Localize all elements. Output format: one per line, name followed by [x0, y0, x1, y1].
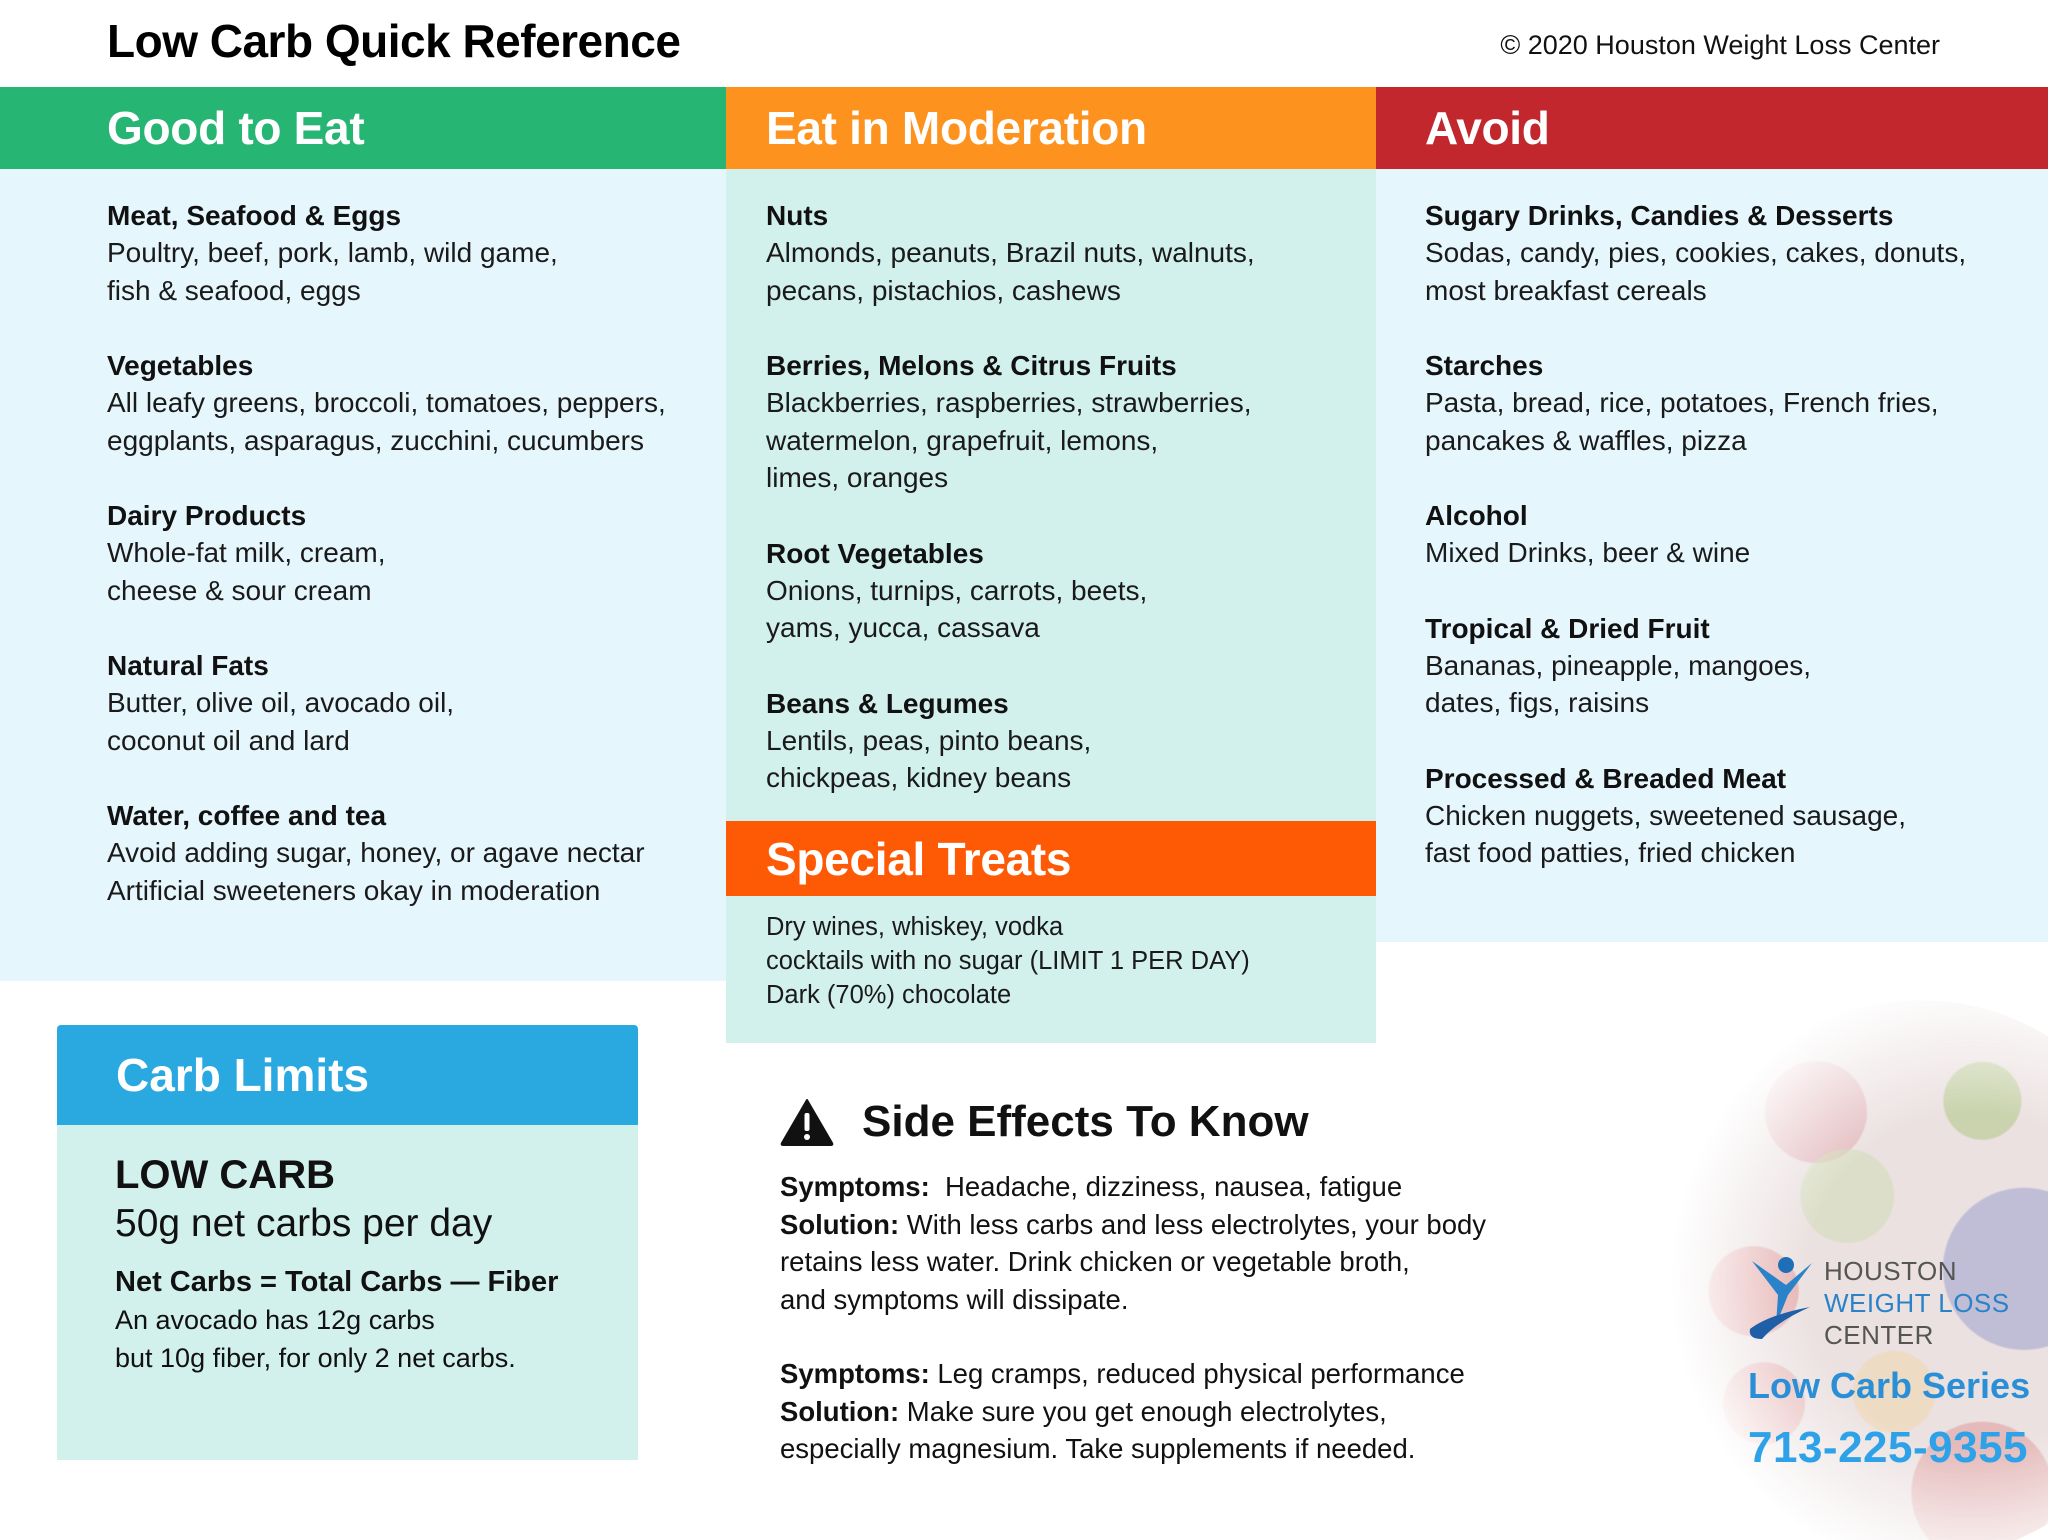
food-group — [107, 797, 726, 909]
food-group-line: Onions, turnips, carrots, beets, — [766, 574, 1148, 606]
column-header-good: Good to Eat — [0, 87, 726, 169]
column-eat-in-moderation — [726, 87, 1376, 821]
symptoms-label: Symptoms: — [780, 1171, 930, 1202]
food-group — [766, 197, 1376, 309]
symptoms-line — [780, 1168, 1540, 1206]
logo-line-center: CENTER — [1824, 1320, 1934, 1350]
symptoms-text: Headache, dizziness, nausea, fatigue — [945, 1171, 1403, 1202]
carb-amount: 50g net carbs per day — [115, 1202, 493, 1245]
solution-line: and symptoms will dissipate. — [780, 1283, 1129, 1315]
solution-line — [780, 1393, 1540, 1431]
solution-text: With less carbs and less electrolytes, your body — [906, 1208, 1487, 1240]
food-group-title: Natural Fats — [107, 650, 269, 681]
food-group-line: limes, oranges — [766, 462, 949, 493]
food-group-title: Processed & Breaded Meat — [1425, 762, 1787, 794]
food-group-line: pecans, pistachios, cashews — [766, 274, 1121, 306]
food-group-line: pancakes & waffles, pizza — [1425, 424, 1747, 456]
page-title: Low Carb Quick Reference — [107, 15, 681, 67]
food-group-title: Dairy Products — [107, 500, 307, 531]
food-group-line: Chicken nuggets, sweetened sausage, — [1425, 799, 1906, 831]
special-treat-line: cocktails with no sugar (LIMIT 1 PER DAY) — [766, 947, 1250, 975]
logo-text — [1824, 1255, 2010, 1351]
food-group-line: watermelon, grapefruit, lemons, — [766, 424, 1159, 456]
solution-label: Solution: — [780, 1208, 900, 1240]
column-header-avoid: Avoid — [1376, 87, 2048, 169]
food-group-line: Mixed Drinks, beer & wine — [1425, 537, 1751, 568]
net-carbs-formula: Net Carbs = Total Carbs — Fiber — [115, 1266, 559, 1298]
food-group — [107, 197, 726, 309]
food-group-title: Nuts — [766, 200, 829, 231]
food-group-title: Meat, Seafood & Eggs — [107, 200, 402, 231]
special-treats-header: Special Treats — [726, 821, 1376, 896]
solution-line — [780, 1206, 1540, 1244]
food-group-line: Blackberries, raspberries, strawberries, — [766, 387, 1252, 418]
carb-limits-body — [57, 1125, 638, 1377]
food-group-line: chickpeas, kidney beans — [766, 762, 1072, 793]
food-group-line: Avoid adding sugar, honey, or agave nectar — [107, 837, 645, 868]
food-group-line: Butter, olive oil, avocado oil, — [107, 687, 455, 718]
side-effects-section — [780, 1090, 1540, 1468]
special-treat-line: Dark (70%) chocolate — [766, 981, 1012, 1009]
food-group-title: Root Vegetables — [766, 537, 984, 569]
column-good-to-eat — [0, 87, 726, 981]
food-group — [1425, 197, 2048, 309]
copyright: © 2020 Houston Weight Loss Center — [1500, 30, 1940, 60]
food-group-line: Bananas, pineapple, mangoes, — [1425, 649, 1812, 681]
food-group — [107, 347, 726, 459]
phone-number[interactable]: 713-225-9355 — [1748, 1423, 2029, 1472]
food-group-line: Artificial sweeteners okay in moderation — [107, 874, 601, 906]
side-effect-entry — [780, 1355, 1540, 1468]
food-group-line: Poultry, beef, pork, lamb, wild game, — [107, 237, 558, 268]
series-label: Low Carb Series — [1748, 1365, 2031, 1406]
food-group-line: Pasta, bread, rice, potatoes, French fries, — [1425, 387, 1939, 418]
food-group-title: Sugary Drinks, Candies & Desserts — [1425, 200, 1894, 231]
carb-limits-box — [57, 1025, 638, 1460]
food-group — [1425, 610, 2048, 722]
carb-limits-header: Carb Limits — [57, 1025, 638, 1125]
food-group — [1425, 347, 2048, 459]
food-group-line: coconut oil and lard — [107, 724, 350, 756]
food-group — [1425, 497, 2048, 572]
special-treats-body — [726, 896, 1376, 1043]
solution-label: Solution: — [780, 1395, 900, 1427]
food-group-line: yams, yucca, cassava — [766, 612, 1040, 643]
food-group-line: fast food patties, fried chicken — [1425, 837, 1796, 868]
carb-level: LOW CARB — [115, 1153, 335, 1197]
food-group-line: Sodas, candy, pies, cookies, cakes, donuts, — [1425, 237, 1967, 268]
carb-example-line: but 10g fiber, for only 2 net carbs. — [115, 1343, 516, 1373]
logo-line-weight-loss: WEIGHT LOSS — [1824, 1288, 2010, 1318]
food-group-title: Beans & Legumes — [766, 687, 1009, 719]
side-effects-heading — [780, 1090, 1540, 1154]
brand-block — [1620, 1000, 2048, 1540]
solution-line: especially magnesium. Take supplements if needed. — [780, 1433, 1416, 1464]
food-group — [766, 347, 1376, 497]
food-group — [766, 535, 1376, 647]
food-group — [1425, 760, 2048, 872]
column-body-good — [0, 169, 726, 981]
column-avoid — [1376, 87, 2048, 942]
person-logo-icon — [1748, 1255, 1814, 1341]
food-group-title: Berries, Melons & Citrus Fruits — [766, 350, 1177, 381]
logo-line-houston: HOUSTON — [1824, 1256, 1958, 1286]
column-body-avoid — [1376, 169, 2048, 942]
food-group-line: eggplants, asparagus, zucchini, cucumbers — [107, 424, 644, 456]
column-header-moderation: Eat in Moderation — [726, 87, 1376, 169]
carb-example-line: An avocado has 12g carbs — [115, 1305, 435, 1335]
food-group-line: cheese & sour cream — [107, 574, 372, 606]
column-body-moderation — [726, 169, 1376, 821]
food-group-line: dates, figs, raisins — [1425, 687, 1650, 718]
food-group-line: most breakfast cereals — [1425, 274, 1707, 306]
symptoms-line — [780, 1355, 1540, 1393]
food-group — [766, 685, 1376, 797]
food-group-title: Tropical & Dried Fruit — [1425, 612, 1710, 644]
side-effects-title: Side Effects To Know — [862, 1097, 1309, 1146]
food-group-title: Starches — [1425, 350, 1544, 381]
food-group — [107, 647, 726, 759]
symptoms-label: Symptoms: — [780, 1358, 930, 1389]
solution-text: Make sure you get enough electrolytes, — [906, 1395, 1387, 1427]
side-effect-entry — [780, 1168, 1540, 1318]
symptoms-text: Leg cramps, reduced physical performance — [937, 1358, 1465, 1389]
food-group-title: Alcohol — [1425, 500, 1528, 531]
food-group — [107, 497, 726, 609]
food-group-line: Whole-fat milk, cream, — [107, 537, 386, 568]
company-logo — [1748, 1255, 2010, 1351]
food-group-line: Lentils, peas, pinto beans, — [766, 724, 1092, 756]
warning-icon — [780, 1098, 834, 1146]
food-group-title: Water, coffee and tea — [107, 800, 387, 831]
special-treats-section — [726, 821, 1376, 1043]
special-treat-line: Dry wines, whiskey, vodka — [766, 913, 1064, 941]
food-group-line: fish & seafood, eggs — [107, 274, 361, 306]
food-group-line: All leafy greens, broccoli, tomatoes, peppers, — [107, 387, 666, 418]
solution-line: retains less water. Drink chicken or vegetable broth, — [780, 1246, 1410, 1277]
food-group-title: Vegetables — [107, 350, 254, 381]
food-group-line: Almonds, peanuts, Brazil nuts, walnuts, — [766, 237, 1255, 268]
